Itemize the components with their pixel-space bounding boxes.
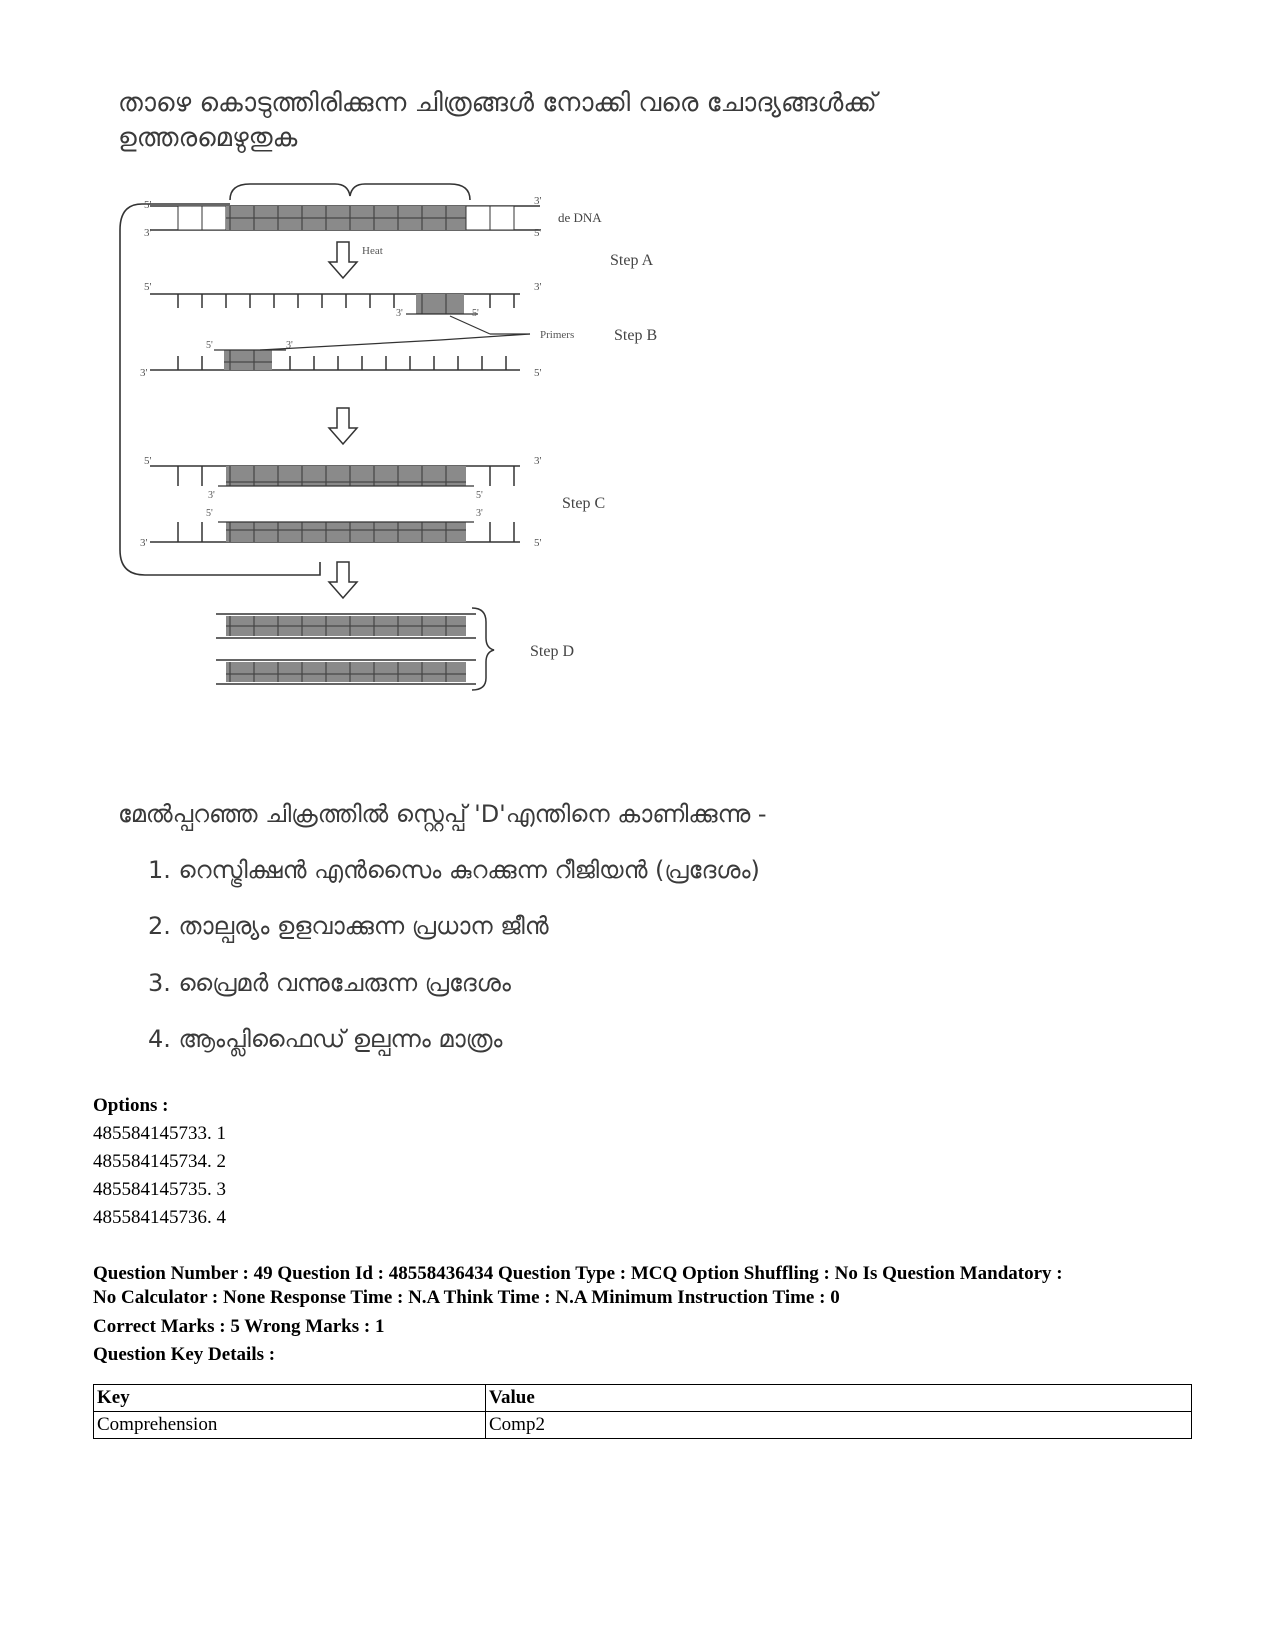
end-label: 5' — [534, 227, 542, 239]
down-arrow-icon — [329, 242, 357, 278]
table-header-row — [94, 1385, 1192, 1412]
end-label: 3' — [534, 195, 542, 207]
step-b-label: Step B — [614, 327, 658, 344]
step-d-products — [216, 608, 494, 690]
pcr-diagram — [110, 170, 730, 730]
option-item: 485584145733. 1 — [93, 1123, 226, 1144]
end-label: 3' — [140, 367, 148, 379]
heat-label: Heat — [362, 245, 383, 257]
end-label: 5' — [206, 508, 213, 519]
option-item: 485584145735. 3 — [93, 1179, 226, 1200]
end-label: 3' — [396, 308, 403, 319]
option-item: 485584145734. 2 — [93, 1151, 226, 1172]
end-label: 5' — [206, 340, 213, 351]
end-label: 5' — [144, 281, 152, 293]
key-details-table — [93, 1384, 1192, 1439]
table-cell: Comprehension — [94, 1412, 486, 1439]
end-label: 5' — [144, 199, 152, 211]
de-dna-label: de DNA — [558, 210, 602, 225]
end-label: 3' — [476, 508, 483, 519]
end-label: 5' — [476, 490, 483, 501]
step-a-label: Step A — [610, 252, 654, 269]
end-label: 3' — [534, 281, 542, 293]
step-d-label: Step D — [530, 643, 574, 660]
choice-4: 4. ആംപ്ലിഫൈഡ് ഉല്പന്നം മാത്രം — [148, 1025, 503, 1053]
end-label: 3' — [144, 227, 152, 239]
step-c-strands — [150, 466, 520, 542]
down-arrow-icon — [329, 408, 357, 444]
choice-3: 3. പ്രൈമർ വന്നുചേരുന്ന പ്രദേശം — [148, 969, 511, 997]
end-label: 5' — [144, 455, 152, 467]
primers-label: Primers — [540, 329, 575, 341]
step-b-strands — [150, 294, 520, 370]
options-heading: Options : — [93, 1095, 169, 1116]
table-cell: Comp2 — [486, 1412, 1192, 1439]
end-label: 3' — [208, 490, 215, 501]
table-header-cell: Key — [94, 1385, 486, 1412]
end-label: 3' — [286, 340, 293, 351]
marks-line: Correct Marks : 5 Wrong Marks : 1 — [93, 1316, 385, 1337]
question-meta-line-2: No Calculator : None Response Time : N.A Think Time : N.A Minimum Instruction Time : 0 — [93, 1287, 840, 1308]
key-details-heading: Question Key Details : — [93, 1344, 276, 1365]
end-label: 5' — [534, 367, 542, 379]
end-label: 3' — [140, 537, 148, 549]
instruction-heading: താഴെ കൊടുത്തിരിക്കുന്ന ചിത്രങ്ങൾ നോക്കി വരെ ചോദ്യങ്ങൾക്ക് ഉത്തരമെഴുതുക — [118, 88, 877, 153]
choice-1: 1. റെസ്ട്രിക്ഷൻ എൻസൈം കുറക്കുന്ന റീജിയൻ (പ്രദേശം) — [148, 856, 760, 884]
end-label: 3' — [534, 455, 542, 467]
question-text: മേൽപ്പറഞ്ഞ ചിക്രത്തിൽ സ്റ്റെപ്പ് 'D'എന്തിനെ കാണിക്കുന്നു - — [118, 800, 767, 828]
table-row — [94, 1412, 1192, 1439]
end-label: 5' — [472, 308, 479, 319]
choice-2: 2. താല്പര്യം ഉളവാക്കുന്ന പ്രധാന ജീൻ — [148, 912, 549, 940]
down-arrow-icon — [329, 562, 357, 598]
step-c-label: Step C — [562, 495, 606, 512]
step-a-dna — [150, 206, 540, 230]
table-header-cell: Value — [486, 1385, 1192, 1412]
end-label: 5' — [534, 537, 542, 549]
question-meta-line-1: Question Number : 49 Question Id : 48558436434 Question Type : MCQ Option Shuffling : No Is Question Mandatory : — [93, 1263, 1063, 1284]
option-item: 485584145736. 4 — [93, 1207, 226, 1228]
